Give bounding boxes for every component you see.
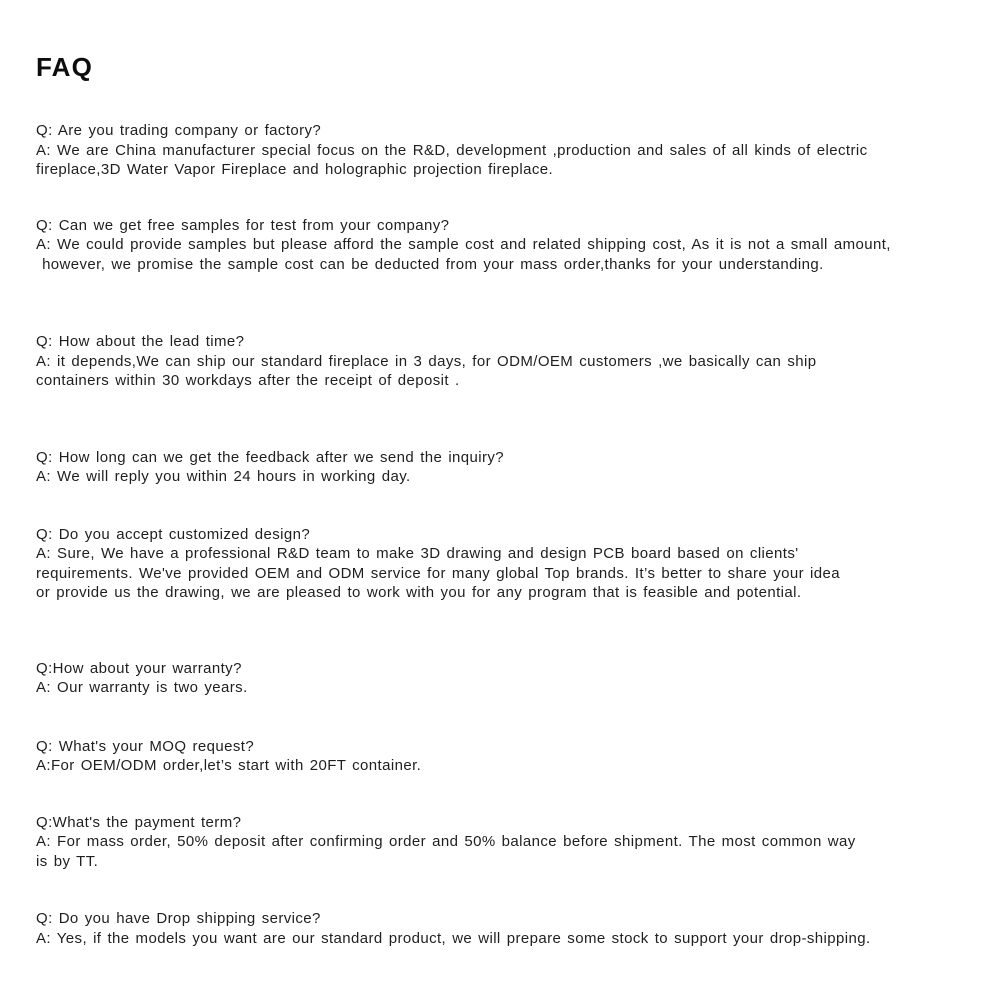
faq-answer-line: A: We are China manufacturer special focus on the R&D, development ,production and sales of all kinds of electric: [36, 141, 868, 159]
faq-question: Q: Can we get free samples for test from your company?: [36, 216, 450, 234]
faq-item: [36, 525, 980, 603]
faq-answer-line: or provide us the drawing, we are pleased to work with you for any program that is feasible and potential.: [36, 584, 802, 601]
faq-answer-line: A: Yes, if the models you want are our standard product, we will prepare some stock to support your drop-shipping.: [36, 929, 871, 947]
faq-answer-line: requirements. We've provided OEM and ODM service for many global Top brands. It’s better to share your idea: [36, 564, 841, 582]
faq-answer-line: fireplace,3D Water Vapor Fireplace and holographic projection fireplace.: [36, 161, 554, 178]
faq-item: [36, 332, 980, 391]
faq-question: Q:How about your warranty?: [36, 659, 242, 677]
faq-question: Q: How long can we get the feedback after we send the inquiry?: [36, 448, 505, 466]
faq-answer-line: A: For mass order, 50% deposit after confirming order and 50% balance before shipment. The most common way: [36, 833, 856, 850]
faq-answer-line: A: it depends,We can ship our standard fireplace in 3 days, for ODM/OEM customers ,we basically can ship: [36, 352, 817, 370]
faq-item: [36, 813, 980, 872]
faq-item: [36, 448, 980, 487]
faq-item: [36, 121, 980, 180]
faq-answer-line: containers within 30 workdays after the receipt of deposit .: [36, 372, 460, 389]
page-title: FAQ: [36, 52, 94, 82]
faq-item: [36, 909, 980, 948]
faq-answer-line: A: We will reply you within 24 hours in working day.: [36, 468, 411, 485]
faq-question: Q: Do you accept customized design?: [36, 525, 311, 543]
faq-answer-line: A: Sure, We have a professional R&D team to make 3D drawing and design PCB board based on clients': [36, 545, 799, 562]
faq-item: [36, 659, 980, 698]
faq-answer-line: A: Our warranty is two years.: [36, 679, 248, 696]
faq-question: Q:What's the payment term?: [36, 813, 242, 831]
faq-answer-line: however, we promise the sample cost can be deducted from your mass order,thanks for your understanding.: [36, 255, 824, 273]
faq-answer-line: A:For OEM/ODM order,let’s start with 20FT container.: [36, 757, 422, 774]
faq-item: [36, 737, 980, 776]
faq-item: [36, 216, 980, 275]
faq-answer-line: A: We could provide samples but please afford the sample cost and related shipping cost, As it is not a small amount,: [36, 236, 891, 253]
faq-question: Q: Do you have Drop shipping service?: [36, 910, 321, 927]
faq-question: Q: How about the lead time?: [36, 333, 245, 350]
faq-question: Q: What's your MOQ request?: [36, 737, 255, 755]
faq-question: Q: Are you trading company or factory?: [36, 122, 322, 139]
faq-answer-line: is by TT.: [36, 852, 99, 870]
